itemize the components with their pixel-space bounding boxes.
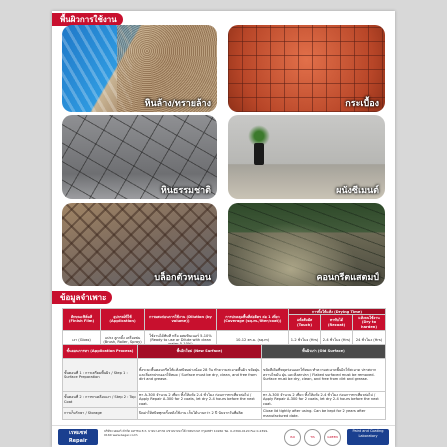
dry-hard-value: 24 ชั่วโมง (Hrs) bbox=[353, 330, 386, 350]
storage-text-en: Close lid tightly after using. Can be kept for 2 years after manufactured date. bbox=[262, 408, 386, 420]
photo-caption: ผนังซีเมนต์ bbox=[336, 186, 379, 196]
new-surface-text: ทา A-300 จำนวน 2 เที่ยว ทิ้งให้แห้ง 2-4 ชั่วโมง ก่อนการทาเที่ยวต่อไป / Apply Repair A-300 for 2 coats, let dry 2-4 hours before the next coat. bbox=[138, 392, 262, 408]
product-sheet bbox=[52, 11, 395, 447]
brand-name: เรพแซฟ bbox=[69, 430, 87, 436]
recoat-header: ทาทับได้ (Recoat) bbox=[321, 315, 353, 330]
application-value: แปรง ลูกกลิ้ง เครื่องพ่น (Brush, Roller, Spray) bbox=[101, 330, 145, 350]
photo-stamped-concrete bbox=[228, 203, 385, 286]
photo-caption: กระเบื้อง bbox=[345, 99, 379, 109]
certification-badge: GREEN bbox=[324, 429, 341, 446]
new-surface-header: พื้นผิวใหม่ (New Surface) bbox=[138, 345, 262, 359]
photo-caption: คอนกรีตแสตมป์ bbox=[316, 273, 379, 283]
old-surface-text: ทา A-300 จำนวน 2 เที่ยว ทิ้งให้แห้ง 2-4 ชั่วโมง ก่อนการทาเที่ยวต่อไป / Apply Repair A-300 for 2 coats, let dry 2-4 hours before the next coat. bbox=[262, 392, 386, 408]
drying-header: การทิ้งให้แห้ง (Drying Time) bbox=[289, 309, 386, 315]
photo-caption: หินล้าง/ทรายล้าง bbox=[144, 99, 211, 109]
coverage-value: 10-12 ตร.ม. (sq.m) bbox=[217, 330, 289, 350]
touch-value: 1-2 ชั่วโมง (Hrs) bbox=[289, 330, 321, 350]
old-surface-header: พื้นผิวเก่า (Old Surface) bbox=[262, 345, 386, 359]
lab-badge bbox=[347, 429, 389, 445]
surfaces-section-title: พื้นผิวการใช้งาน bbox=[52, 13, 123, 26]
finish-value: เงา (Gloss) bbox=[63, 330, 101, 350]
finish-header: ลักษณะฟิล์มสี (Finish Film) bbox=[63, 309, 101, 331]
lab-line-1: Paint and Coating bbox=[352, 429, 384, 433]
photo-washed-stone bbox=[62, 25, 217, 112]
step-label: ขั้นตอนที่ 1 : การเตรียมพื้นผิว / Step 1 : Surface Preparation bbox=[63, 359, 138, 392]
storage-text-th: ปิดฝาให้สนิททุกครั้งหลังใช้งาน เก็บได้นานกว่า 2 ปี นับจากวันที่ผลิต bbox=[138, 408, 262, 420]
footer bbox=[52, 425, 395, 447]
certification-badge: TIS bbox=[304, 429, 321, 446]
lab-line-2: Laboratory bbox=[358, 434, 378, 438]
touch-header: แห้งสัมผัส (Touch) bbox=[289, 315, 321, 330]
process-table bbox=[62, 344, 386, 420]
step-label: ขั้นตอนที่ 2 : การทาเคลือบเงา / Step 2 : Top Coat bbox=[63, 392, 138, 408]
brand-sub: Repair bbox=[68, 438, 88, 444]
photo-natural-stone bbox=[62, 115, 217, 199]
dry-hard-header: แห้งจนใช้งาน (Dry to harden) bbox=[353, 315, 386, 330]
photo-tile bbox=[228, 25, 385, 112]
coverage-header: การปกคลุมพื้นที่ต่อลิตร ต่อ 1 เที่ยว (Coverage (sq.m./liter/coat)) bbox=[217, 309, 289, 331]
company-address: บริษัท เบเยอร์ คำกัด มหาชน 8 ถ. บางนา-ตราด แขวงบางนาใต้ เขตบางนา กรุงเทพฯ 10260 Tel. 0-2399-0120 Fax 0-2399-0160 www.beger.co.th bbox=[104, 429, 269, 437]
photo-caption: บล็อกตัวหนอน bbox=[154, 273, 211, 283]
brand-logo bbox=[58, 429, 98, 445]
dilution-header: การผสมก่อนการใช้งาน (Dilution (by volume)) bbox=[145, 309, 217, 331]
recoat-value: 2-4 ชั่วโมง (Hrs) bbox=[321, 330, 353, 350]
storage-label: การเก็บรักษา / Storage bbox=[63, 408, 138, 420]
plant-pot bbox=[254, 143, 264, 165]
process-header: ขั้นตอนการทา (Application Process) bbox=[63, 345, 138, 359]
new-surface-text: ทิ้งระยะพื้นคอนกรีตให้แห้งสนิทอย่างน้อย 28 วัน ทำความสะอาดพื้นผิว ขจัดฝุ่นและสิ่งสกปรกออกให้หมด / Surface must be dry, clean, and free from dirt and grease. bbox=[138, 359, 262, 392]
photo-caption: หินธรรมชาติ bbox=[160, 186, 211, 196]
old-surface-text: ขจัดสีเดิมที่หลุดร่อนออกให้หมด ทำความสะอาดพื้นผิวให้สะอาด ปราศจากคราบไขมัน ฝุ่น และสิ่งสกปรก / Flaked surfaced must be removed. Surface must be dry, clean, and free from dirt and grease. bbox=[262, 359, 386, 392]
certification-badge: ISO bbox=[284, 429, 301, 446]
dilution-value: ใช้งานได้ทันที หรือ ผสมทินเนอร์ 5-10% (Ready to use or Dilute with clean bbox=[145, 330, 217, 350]
info-section-title: ข้อมูลจำเพาะ bbox=[52, 291, 112, 304]
photo-cement-wall bbox=[228, 115, 385, 199]
application-header: อุปกรณ์ที่ใช้ (Application) bbox=[101, 309, 145, 331]
photo-paving-block bbox=[62, 203, 217, 286]
